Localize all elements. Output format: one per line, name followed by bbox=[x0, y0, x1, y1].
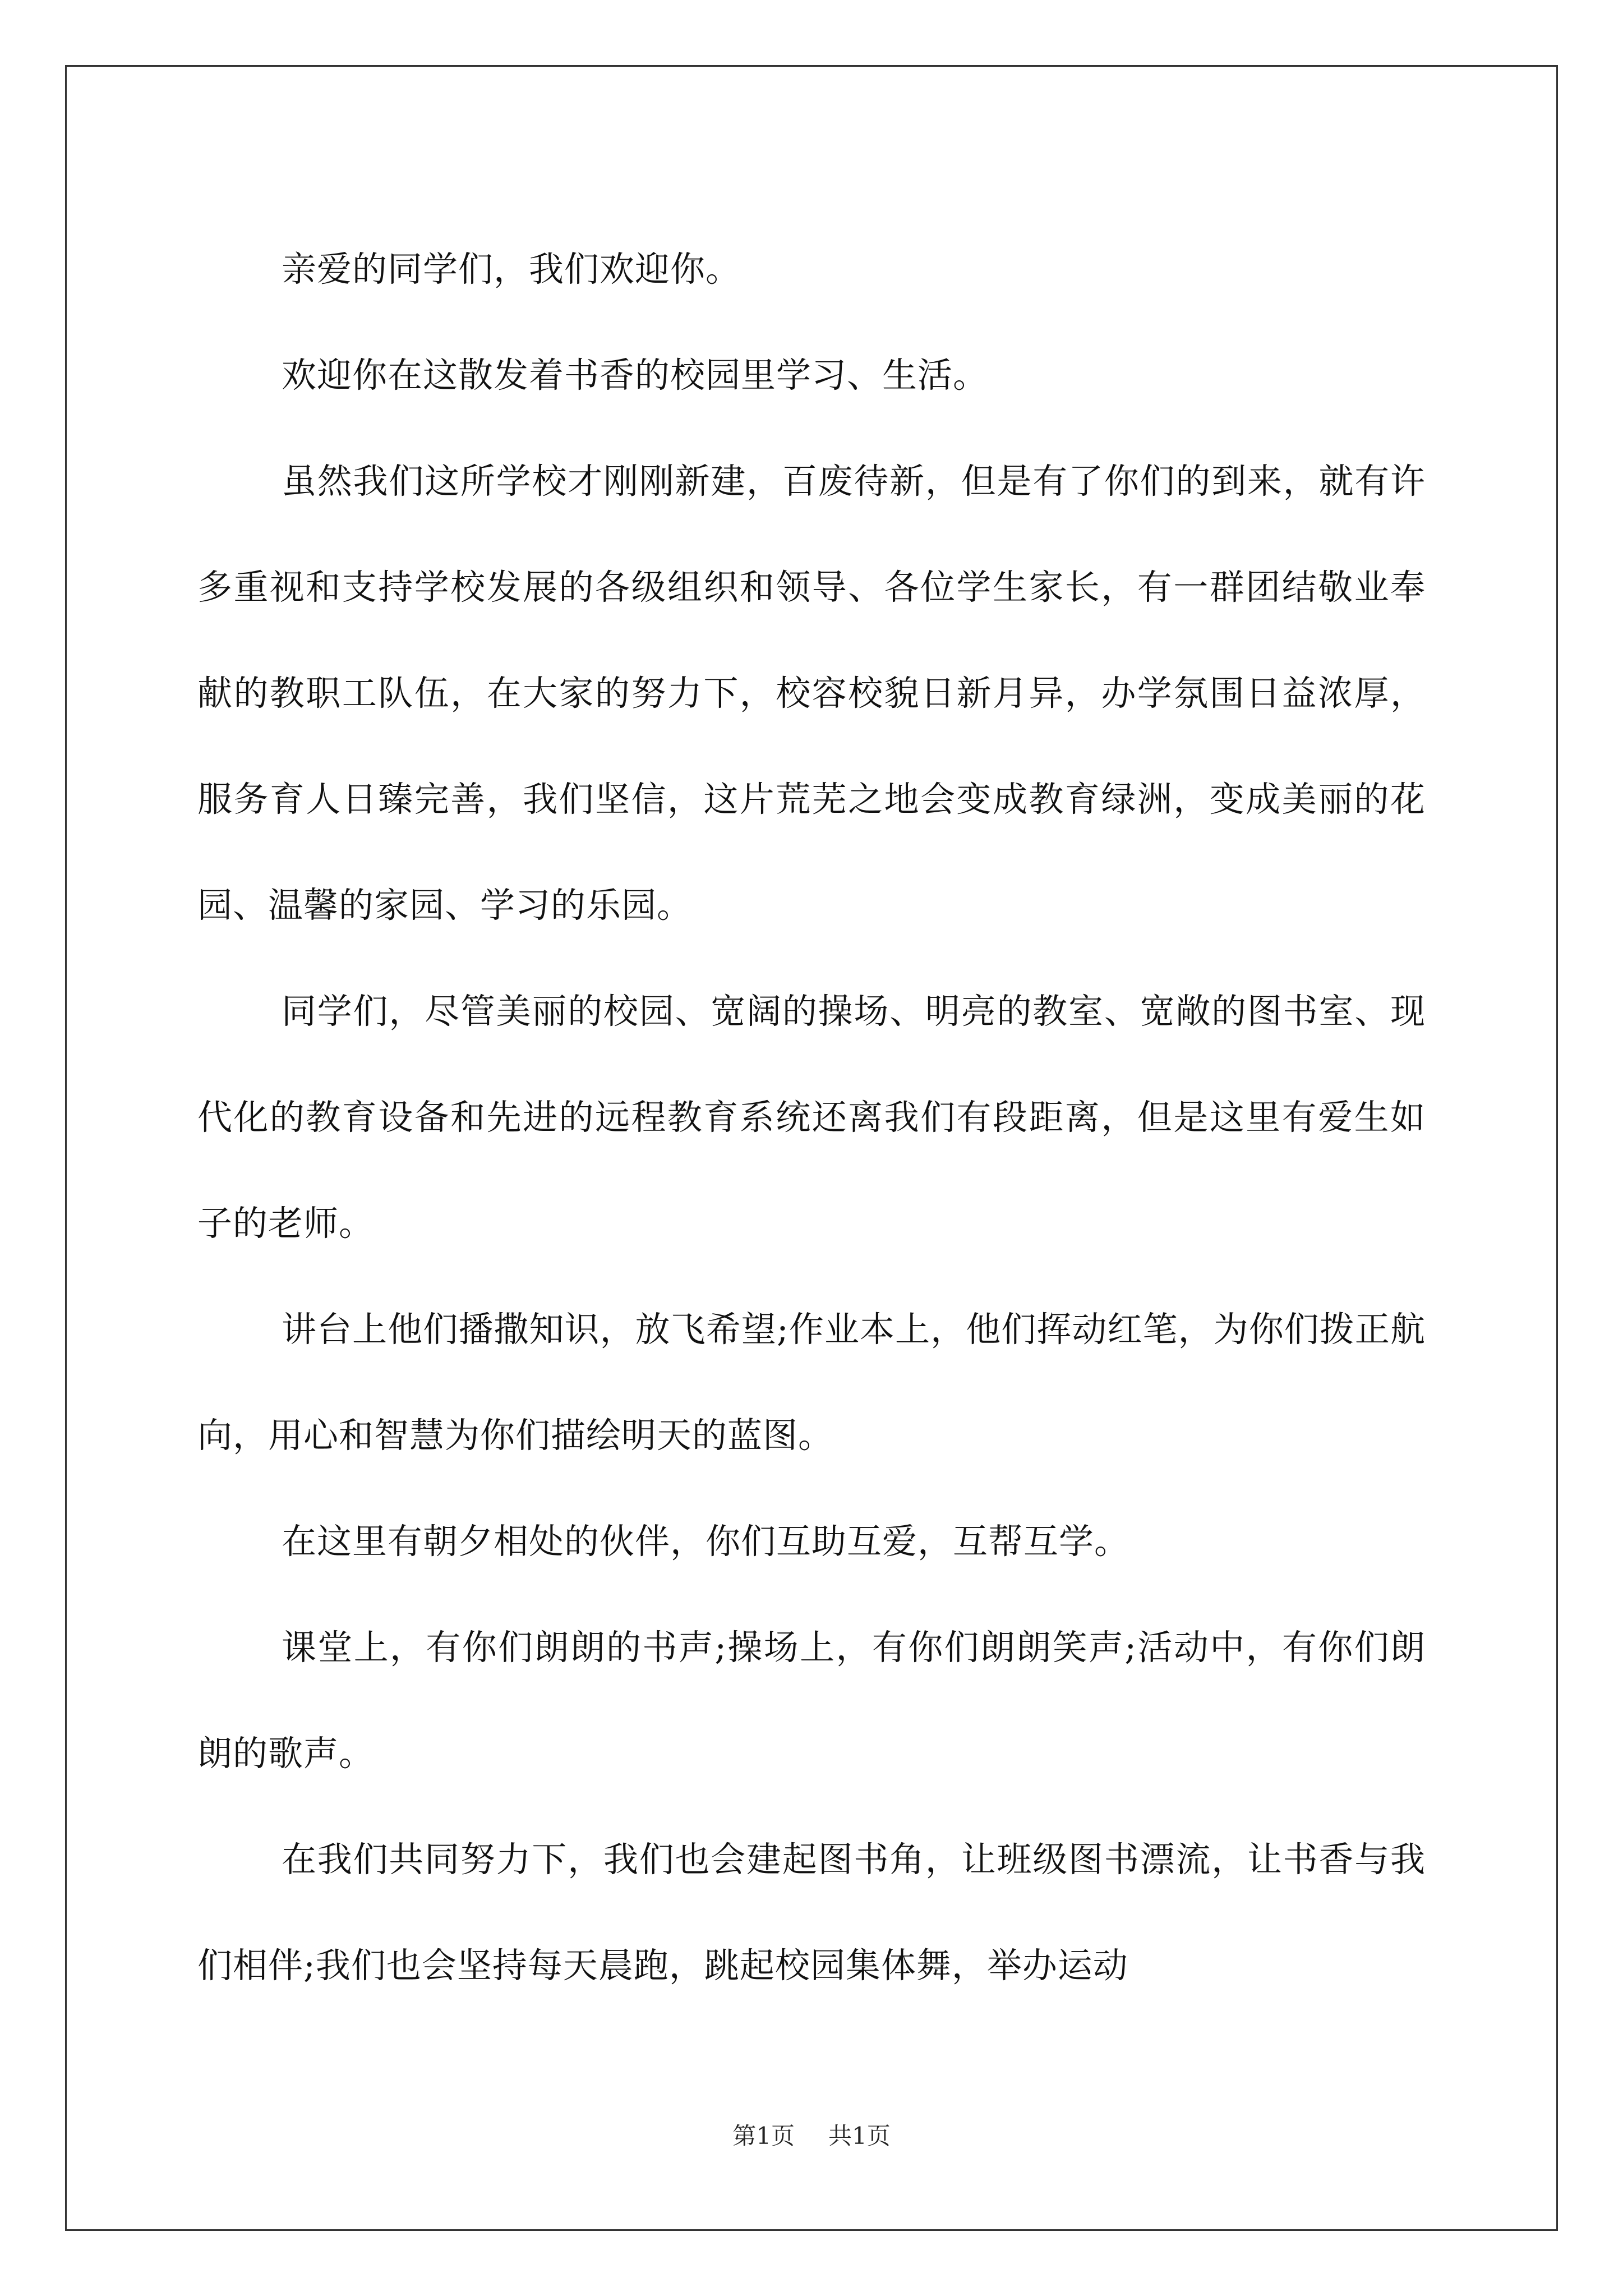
paragraph: 在这里有朝夕相处的伙伴，你们互助互爱，互帮互学。 bbox=[282, 1521, 1130, 1562]
paragraph: 讲台上他们播撒知识，放飞希望;作业本上，他们挥动红笔，为你们拨正航向，用心和智慧为你们描绘明天的蓝图。 bbox=[197, 1309, 1426, 1456]
paragraph: 欢迎你在这散发着书香的校园里学习、生活。 bbox=[282, 355, 989, 395]
paragraph: 在我们共同努力下，我们也会建起图书角，让班级图书漂流，让书香与我们相伴;我们也会坚持每天晨跑，跳起校园集体舞，举办运动 bbox=[197, 1839, 1426, 1986]
paragraph: 虽然我们这所学校才刚刚新建，百废待新，但是有了你们的到来，就有许多重视和支持学校发展的各级组织和领导、各位学生家长，有一群团结敬业奉献的教职工队伍，在大家的努力下，校容校貌日新月异，办学氛围日益浓厚，服务育人日臻完善，我们坚信，这片荒芜之地会变成教育绿洲，变成美丽的花园、温馨的家园、学习的乐园。 bbox=[197, 461, 1426, 926]
page-total: 共1页 bbox=[828, 2122, 891, 2150]
page-number: 第1页 bbox=[732, 2122, 795, 2150]
paragraph: 亲爱的同学们，我们欢迎你。 bbox=[282, 249, 741, 289]
document-body bbox=[197, 216, 1426, 2018]
paragraph: 课堂上，有你们朗朗的书声;操场上，有你们朗朗笑声;活动中，有你们朗朗的歌声。 bbox=[197, 1627, 1426, 1774]
paragraph: 同学们，尽管美丽的校园、宽阔的操场、明亮的教室、宽敞的图书室、现代化的教育设备和先进的远程教育系统还离我们有段距离，但是这里有爱生如子的老师。 bbox=[197, 991, 1426, 1244]
page-footer bbox=[0, 2119, 1623, 2153]
